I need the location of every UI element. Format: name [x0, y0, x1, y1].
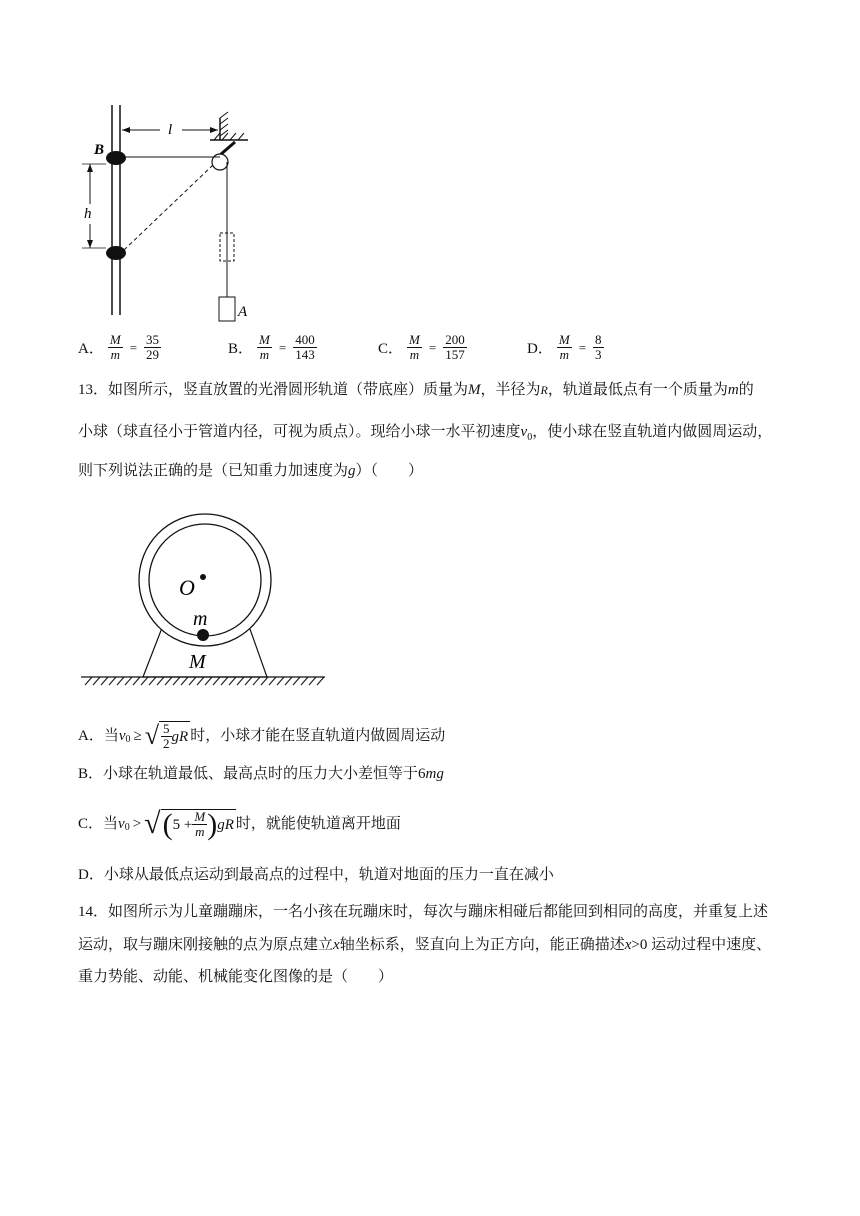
label-M: M [189, 651, 206, 673]
q13-stem-line2: 小球（球直径小于管道内径，可视为质点）。现给小球一水平初速度$v_0$，使小球在竖直轨道内做圆周运动， [78, 424, 773, 443]
q14-stem-line3: 重力势能、动能、机械能变化图像的是（ ） [78, 969, 394, 985]
q12-option-d[interactable]: D． $\frac{M}{m}$ = $\frac{8}{3}$ [527, 332, 602, 362]
label-l: l [168, 122, 173, 138]
option-letter: B． [228, 341, 254, 357]
option-letter: A． [78, 341, 104, 357]
option-letter: C． [378, 341, 404, 357]
q13-option-b[interactable]: B．小球在轨道最低、最高点时的压力大小差恒等于6mg [78, 766, 444, 782]
q12-option-b[interactable]: B． $\frac{M}{m}$ = $\frac{400}{143}$ [228, 332, 315, 362]
label-B: B [94, 142, 105, 158]
q14-stem-line2: 运动，取与蹦床刚接触的点为原点建立x轴坐标系，竖直向上为正方向，能正确描述x>0 运动过程中速度、 [78, 937, 772, 953]
option-letter: D． [527, 341, 553, 357]
label-m: m [193, 608, 208, 630]
label-O: O [179, 575, 195, 600]
q12-option-c[interactable]: C． $\frac{M}{m}$ = $\frac{200}{157}$ [378, 332, 465, 362]
q13-stem-line3: 则下列说法正确的是（已知重力加速度为g）（ ） [78, 463, 424, 479]
q13-option-d[interactable]: D．小球从最低点运动到最高点的过程中，轨道对地面的压力一直在减小 [78, 867, 554, 883]
label-A: A [238, 304, 248, 320]
label-h: h [84, 206, 92, 222]
q13-stem-line1: 13．如图所示，竖直放置的光滑圆形轨道（带底座）质量为M，半径为R，轨道最低点有一个质量为m的 [78, 382, 754, 398]
q12-option-a[interactable]: A． $\frac{M}{m}$ = $\frac{35}{29}$ [78, 332, 160, 362]
q13-option-c[interactable]: C．当 v $_0$ > √ ( 5 + $\frac{M}{m}$ ) gR 时，就能使轨道离开地面 [78, 807, 401, 841]
pulley-rod-figure [70, 100, 270, 330]
q14-stem-line1: 14．如图所示为儿童蹦蹦床，一名小孩在玩蹦床时，每次与蹦床相碰后都能回到相同的高度，并重复上述 [78, 904, 769, 920]
circular-track-figure [75, 505, 335, 695]
q13-option-a[interactable]: A．当 v $_0$ ≥ √ $\frac{5}{2}$ gR 时，小球才能在竖直轨道内做圆周运动 [78, 721, 446, 751]
